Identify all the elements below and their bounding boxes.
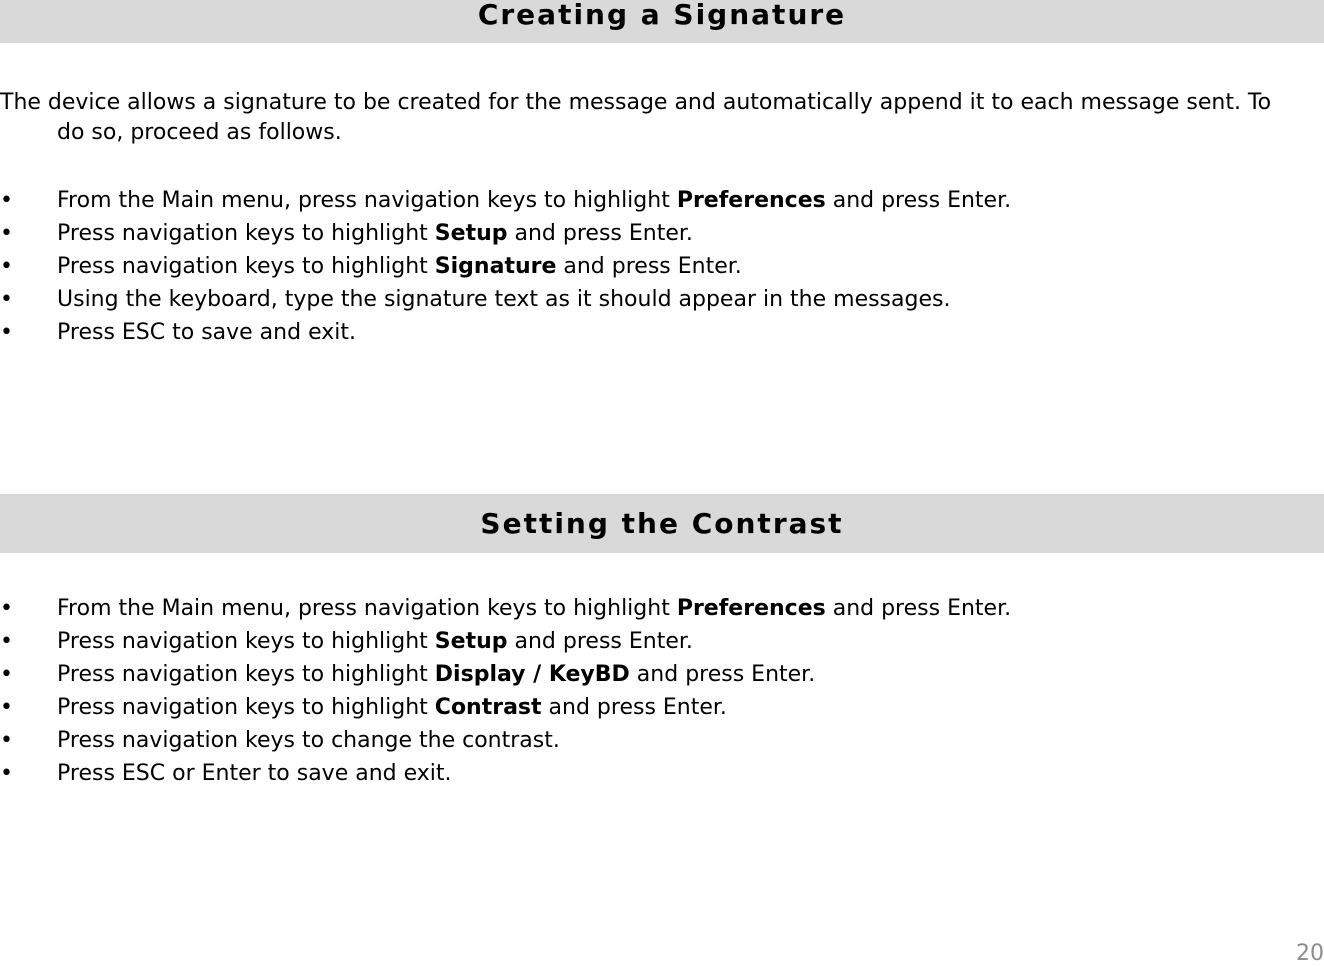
step-text-end: and press Enter. — [507, 221, 693, 246]
step-text: Press ESC or Enter to save and exit. — [57, 761, 452, 786]
signature-steps-list — [0, 184, 1011, 349]
list-item — [0, 184, 1011, 217]
step-text: From the Main menu, press navigation keys to highlight — [57, 188, 677, 213]
list-item — [0, 283, 1011, 316]
step-keyword: Contrast — [434, 695, 542, 720]
step-text: Press navigation keys to highlight — [57, 221, 435, 246]
step-text-end: and press Enter. — [629, 662, 816, 687]
step-text: Press navigation keys to highlight — [57, 662, 435, 687]
step-keyword: Preferences — [676, 596, 826, 621]
bullet-icon: • — [0, 695, 13, 720]
bullet-icon: • — [0, 761, 13, 786]
page-number: 20 — [1296, 941, 1324, 966]
bullet-icon: • — [0, 254, 13, 279]
bullet-icon: • — [0, 596, 13, 621]
section-header-contrast — [0, 494, 1324, 553]
bullet-icon: • — [0, 662, 13, 687]
bullet-icon: • — [0, 629, 13, 654]
step-keyword: Setup — [434, 629, 508, 654]
bullet-icon: • — [0, 287, 13, 312]
step-keyword: Preferences — [676, 188, 826, 213]
list-item — [0, 691, 1011, 724]
bullet-icon: • — [0, 188, 13, 213]
step-text: Press navigation keys to highlight — [57, 254, 435, 279]
list-item — [0, 316, 1011, 349]
step-text-end: and press Enter. — [507, 629, 693, 654]
step-text-end: and press Enter. — [825, 188, 1012, 213]
bullet-icon: • — [0, 320, 13, 345]
list-item — [0, 217, 1011, 250]
step-text-end: and press Enter. — [541, 695, 727, 720]
list-item — [0, 625, 1011, 658]
section-title-contrast: Setting the Contrast — [480, 507, 844, 540]
step-text: Press navigation keys to highlight — [57, 695, 435, 720]
signature-intro-paragraph: The device allows a signature to be created for the message and automatically append it to each message sent. To do so, proceed as follows. — [0, 90, 1272, 145]
step-text: Using the keyboard, type the signature text as it should appear in the messages. — [57, 287, 951, 312]
bullet-icon: • — [0, 728, 13, 753]
step-text-end: and press Enter. — [556, 254, 742, 279]
section-header-signature — [0, 0, 1324, 43]
step-text: Press navigation keys to change the contrast. — [57, 728, 560, 753]
step-text-end: and press Enter. — [825, 596, 1012, 621]
step-keyword: Display / KeyBD — [434, 662, 630, 687]
section-title-signature: Creating a Signature — [477, 0, 847, 31]
step-text: Press navigation keys to highlight — [57, 629, 435, 654]
list-item — [0, 724, 1011, 757]
list-item — [0, 658, 1011, 691]
bullet-icon: • — [0, 221, 13, 246]
step-keyword: Signature — [434, 254, 557, 279]
list-item — [0, 250, 1011, 283]
step-keyword: Setup — [434, 221, 508, 246]
list-item — [0, 592, 1011, 625]
step-text: Press ESC to save and exit. — [57, 320, 356, 345]
contrast-steps-list — [0, 592, 1011, 790]
list-item — [0, 757, 1011, 790]
step-text: From the Main menu, press navigation keys to highlight — [57, 596, 677, 621]
